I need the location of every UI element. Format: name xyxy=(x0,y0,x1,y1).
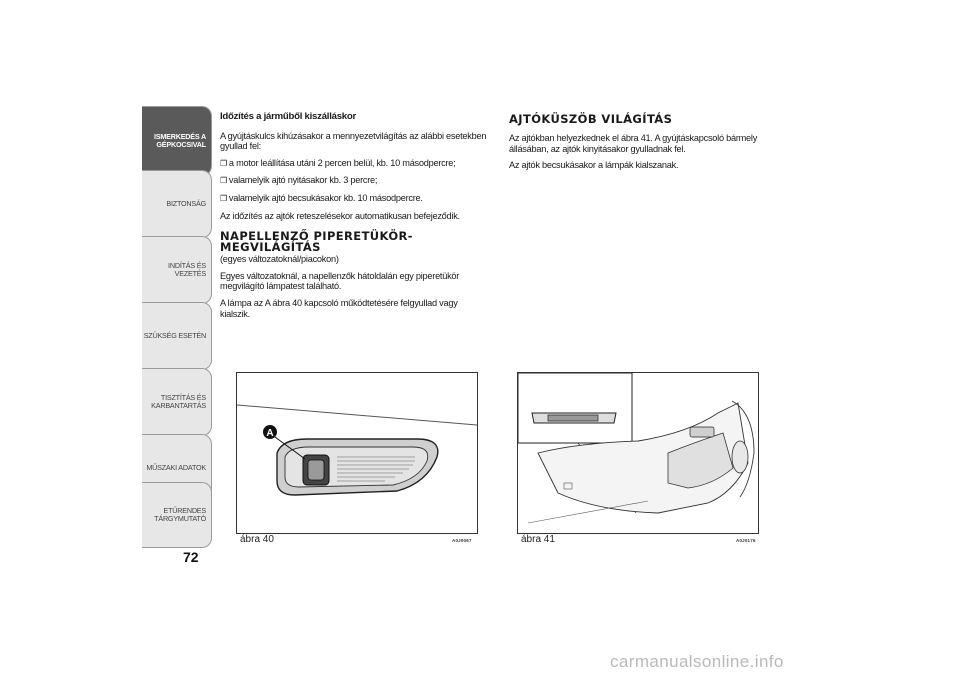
tab-label: INDÍTÁS ÉS VEZETÉS xyxy=(168,260,206,278)
tab-label: BIZTONSÁG xyxy=(166,198,206,208)
tab-label: MŰSZAKI ADATOK xyxy=(146,462,206,472)
right-column xyxy=(509,112,777,177)
tab-inditas-es-vezetes[interactable] xyxy=(142,236,212,304)
tab-label: ISMERKEDÉS A GÉPKOCSIVAL xyxy=(153,131,206,149)
tab-tisztitas-es-karbantartas[interactable] xyxy=(142,368,212,436)
page-number: 72 xyxy=(183,549,199,565)
bullet-item: ❒ valamelyik ajtó nyitásakor kb. 3 percre; xyxy=(220,175,492,187)
figure-41 xyxy=(517,372,759,534)
body-paragraph: A lámpa az A ábra 40 kapcsoló működtetésére felgyullad vagy kialszik. xyxy=(220,297,458,319)
tab-biztonsag[interactable] xyxy=(142,170,212,238)
figure-caption: ábra 41 xyxy=(521,534,555,545)
door-sill-light-illustration xyxy=(518,373,758,533)
sun-visor-lamp-illustration xyxy=(237,373,477,533)
bullet-item: ❒ valamelyik ajtó becsukásakor kb. 10 másodpercre. xyxy=(220,193,492,205)
section-heading: NAPELLENZŐ PIPERETÜKÖR-MEGVILÁGÍTÁS xyxy=(220,229,413,255)
figure-caption: ábra 40 xyxy=(240,534,274,545)
tab-label: SZÜKSÉG ESETÉN xyxy=(143,330,206,340)
bullet-item: ❒ a motor leállítása utáni 2 percen belül, kb. 10 másodpercre; xyxy=(220,158,492,170)
tab-ismerkedes[interactable] xyxy=(142,106,212,176)
body-paragraph: Az ajtók becsukásakor a lámpák kialszanak. xyxy=(509,160,679,171)
tab-label: ETŰRENDES TÁRGYMUTATÓ xyxy=(154,505,206,523)
intro-paragraph: A gyújtáskulcs kihúzásakor a mennyezetvilágítás az alábbi esetekben gyullad fel: xyxy=(220,130,487,152)
section-heading: AJTÓKÜSZÖB VILÁGÍTÁS xyxy=(509,112,673,126)
body-paragraph: Egyes változatoknál, a napellenzők hátoldalán egy piperetükör megvilágító lámpatest található. xyxy=(220,270,460,292)
watermark: carmanualsonline.info xyxy=(610,652,784,671)
callout-label: A xyxy=(266,428,274,439)
heading-note: (egyes változatoknál/piacokon) xyxy=(220,254,339,265)
tab-szukseg-eseten[interactable] xyxy=(142,302,212,370)
subheading: Időzítés a járműből kiszálláskor xyxy=(220,111,356,122)
figure-code: A0J0176 xyxy=(736,538,756,543)
tab-targymutato[interactable] xyxy=(142,482,212,548)
left-column xyxy=(220,112,492,325)
tab-label: TISZTÍTÁS ÉS KARBANTARTÁS xyxy=(151,392,206,410)
body-paragraph: Az ajtókban helyezkednek el ábra 41. A gyújtáskapcsoló bármely állásában, az ajtók kinyitásakor gyulladnak fel. xyxy=(509,133,758,154)
figure-40 xyxy=(236,372,478,534)
figure-code: A0J0067 xyxy=(452,538,472,543)
closing-paragraph: Az időzítés az ajtók reteszelésekor automatikusan befejeződik. xyxy=(220,210,460,221)
